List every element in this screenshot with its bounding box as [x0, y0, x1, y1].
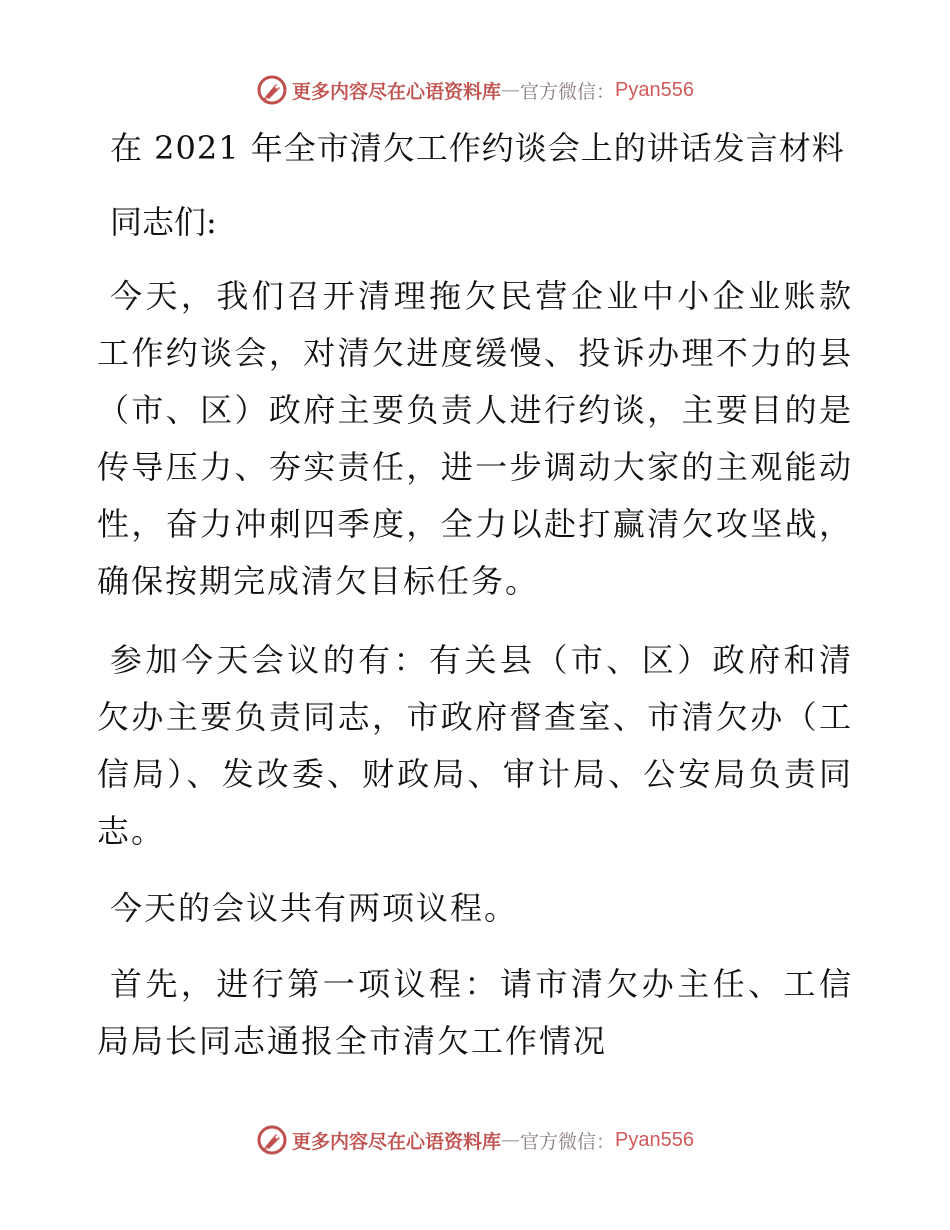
paragraph-first-item: 首先，进行第一项议程：请市清欠办主任、工信局局长同志通报全市清欠工作情况 [97, 965, 853, 1060]
paragraph-opening: 今天，我们召开清理拖欠民营企业中小企业账款工作约谈会，对清欠进度缓慢、投诉办理不力的县（市、区）政府主要负责人进行约谈，主要目的是传导压力、夯实责任，进一步调动大家的主观能动性，奋力冲刺四季度，全力以赴打赢清欠攻坚战，确保按期完成清欠目标任务。 [97, 277, 853, 600]
paragraph-attendees: 参加今天会议的有：有关县（市、区）政府和清欠办主要负责同志，市政府督查室、市清欠办（工信局）、发改委、财政局、审计局、公安局负责同志。 [97, 641, 853, 850]
banner-wechat-label: 官方微信： [520, 80, 616, 103]
banner-dash: — [501, 79, 521, 101]
footer-banner [0, 1120, 950, 1160]
pen-nib-logo-icon [256, 1124, 288, 1156]
document-salutation: 同志们: [110, 203, 217, 241]
header-banner [0, 70, 950, 110]
banner-brand-text: 更多内容尽在心语资料库 [292, 1130, 502, 1153]
banner-dash: — [501, 1129, 521, 1151]
banner-wechat-id: Pyan556 [615, 1128, 694, 1151]
pen-nib-logo-icon [256, 74, 288, 106]
banner-wechat-label: 官方微信： [520, 1130, 616, 1153]
document-title: 在 2021 年全市清欠工作约谈会上的讲话发言材料 [110, 129, 845, 167]
banner-brand-text: 更多内容尽在心语资料库 [292, 80, 502, 103]
paragraph-agenda: 今天的会议共有两项议程。 [110, 889, 519, 927]
banner-wechat-id: Pyan556 [615, 78, 694, 101]
